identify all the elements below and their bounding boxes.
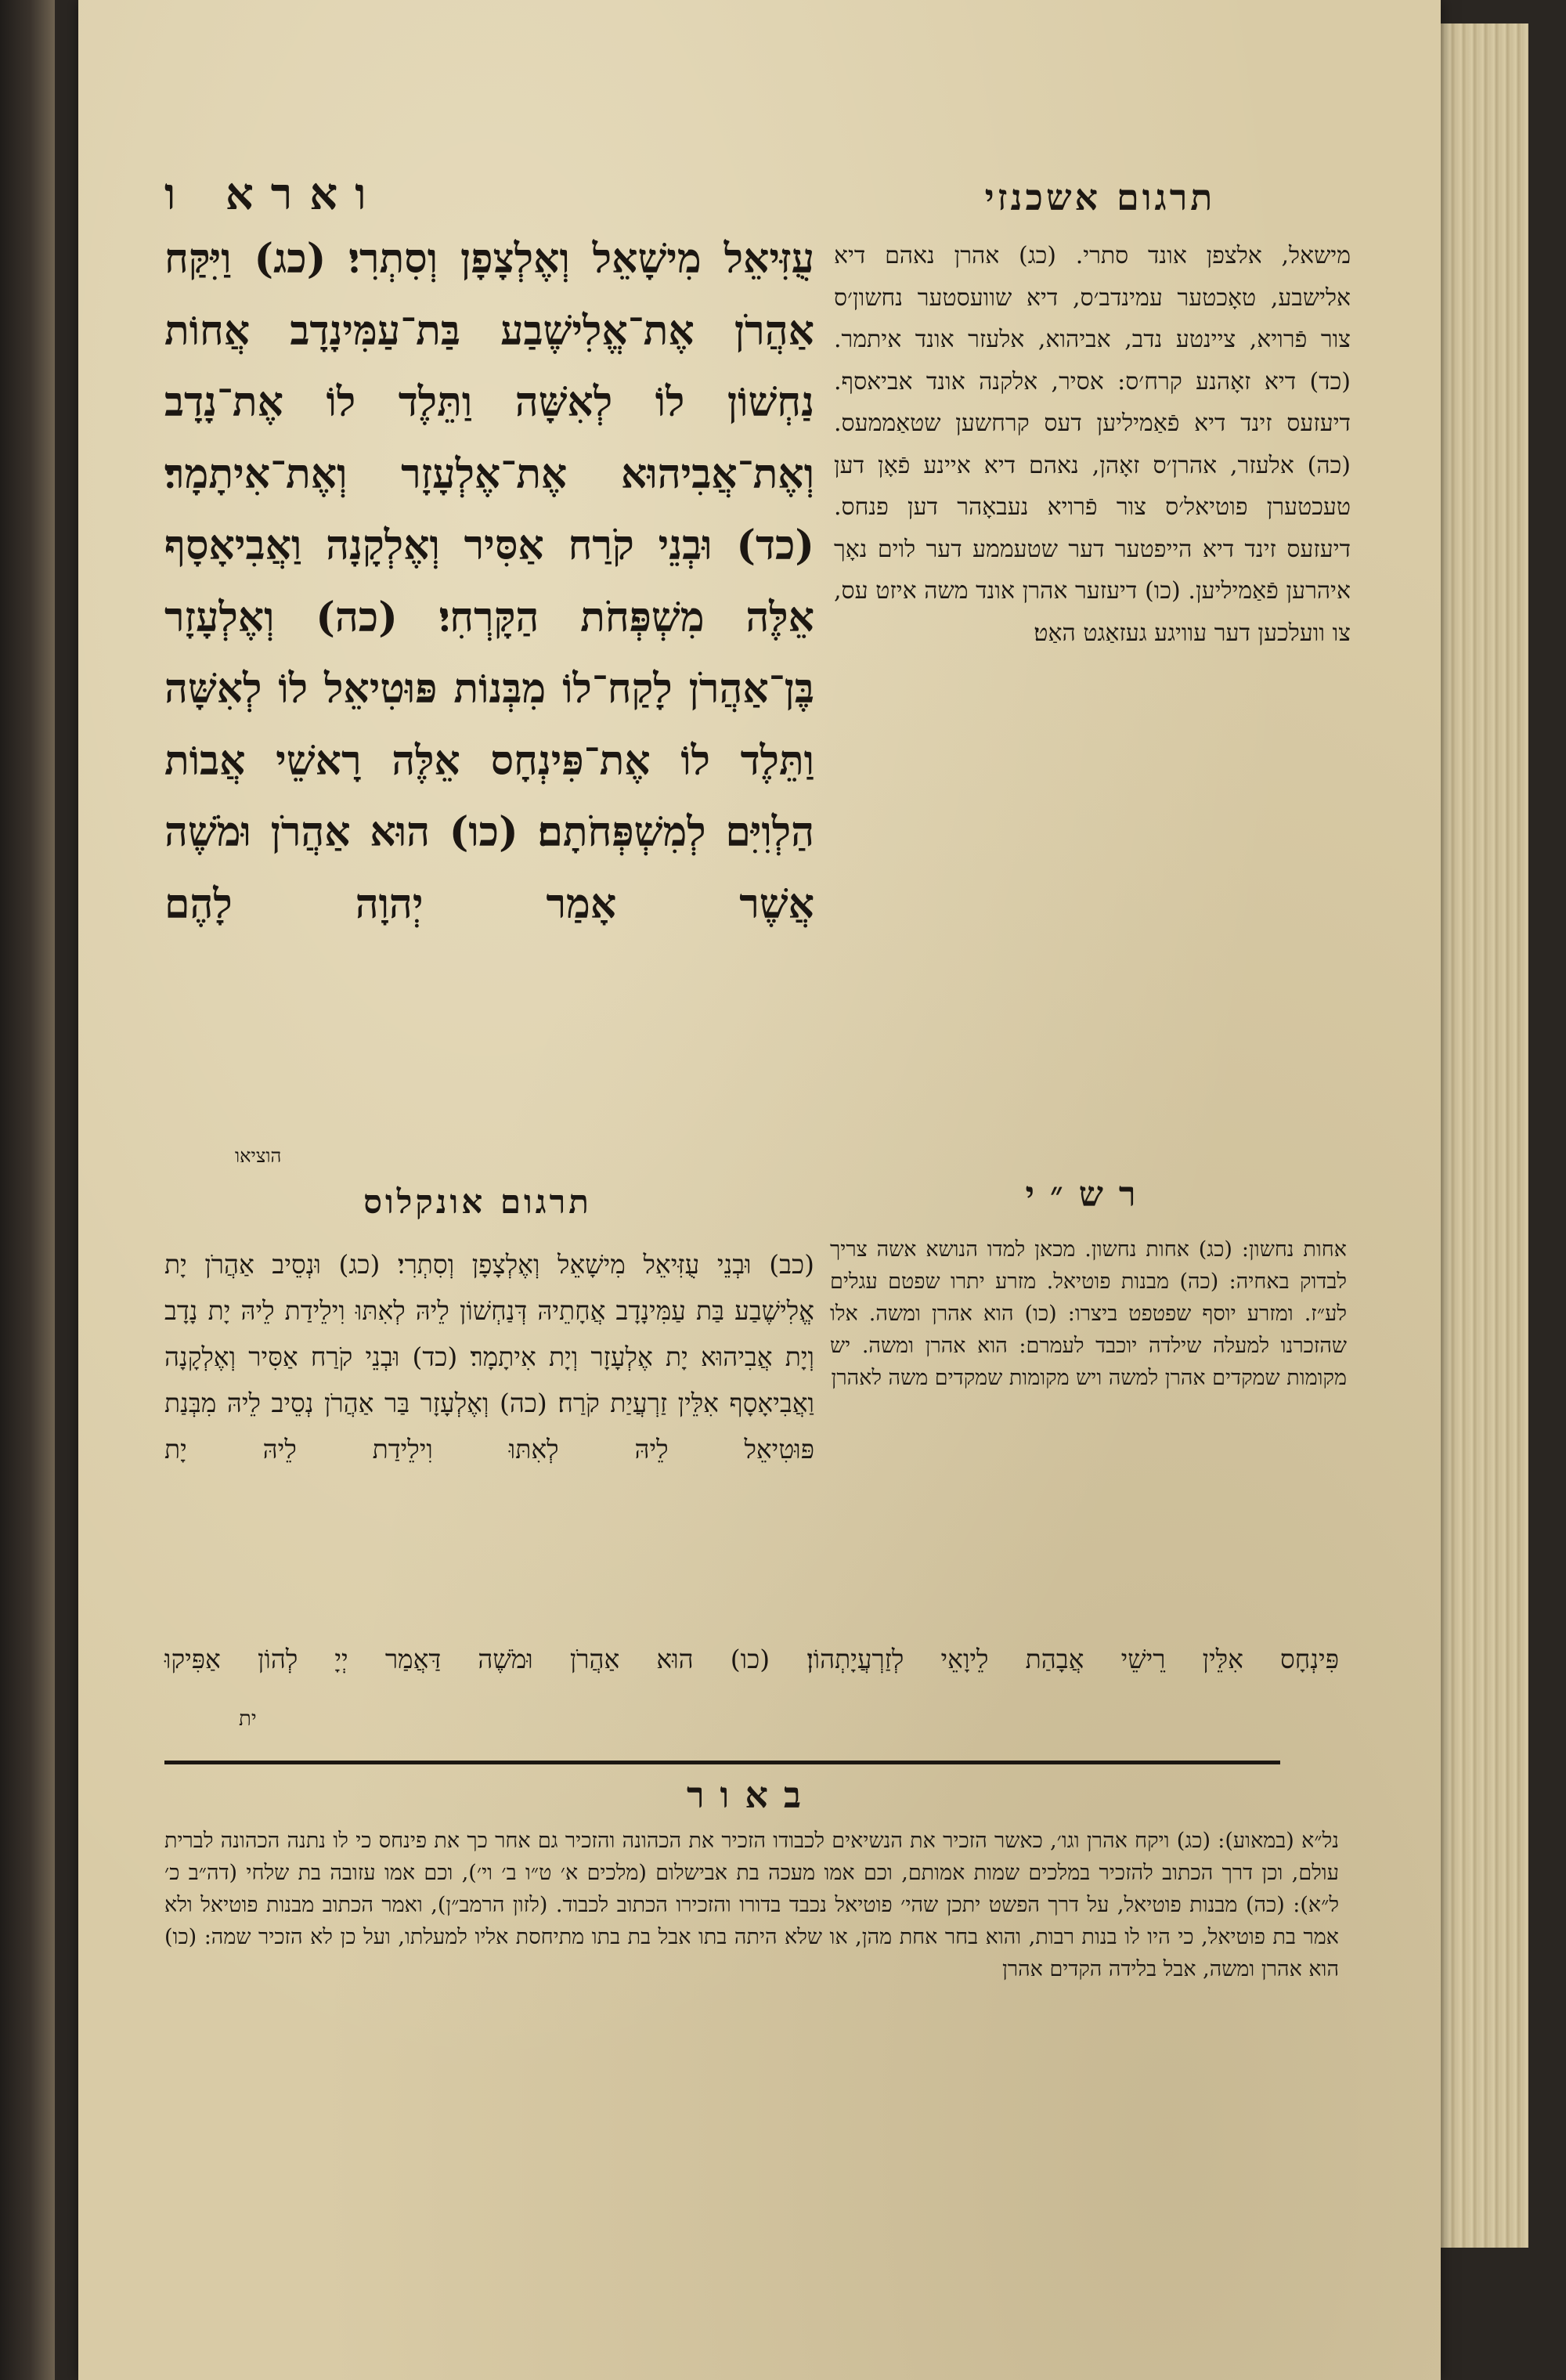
section-divider-rule [164,1761,1280,1764]
rashi-header: רש״י [1025,1175,1152,1215]
hebrew-verses: עֻזִּיאֵל מִישָׁאֵל וְאֶלְצָפָן וְסִתְרִי׃ (כג) וַיִּקַּח אַהֲרֹן אֶת־אֱלִישֶׁבַע בַּת־עַמִּינָדָב אֲחוֹת נַחְשׁוֹן לוֹ לְאִשָּׁה וַתֵּלֶד לוֹ אֶת־נָדָב וְאֶת־אֲבִיהוּא אֶת־אֶלְעָזָר וְאֶת־אִיתָמָר׃ (כד) וּבְנֵי קֹרַח אַסִּיר וְאֶלְקָנָה וַאֲבִיאָסָף אֵלֶּה מִשְׁפְּחֹת הַקָּרְחִי׃ (כה) וְאֶלְעָזָר בֶּן־אַהֲרֹן לָקַח־לוֹ מִבְּנוֹת פּוּטִיאֵל לוֹ לְאִשָּׁה וַתֵּלֶד לוֹ אֶת־פִּינְחָס אֵלֶּה רָאשֵׁי אֲבוֹת הַלְוִיִּם לְמִשְׁפְּחֹתָם׃ (כו) הוּא אַהֲרֹן וּמֹשֶׁה אֲשֶׁר אָמַר יְהוָה לָהֶם [164,235,814,928]
biur-commentary [164,1825,1339,1985]
biur-paragraph: נל״א (במאוע): (כג) ויקח אהרן וגו׳, כאשר הזכיר את הנשיאים לכבודו הזכיר את הכהונה והזכיר גם אחר כך את פינחס כי לו נתנה הכהונה לברית עולם, וכן דרך הכתוב להזכיר במלכים שמות אמותם, וכם אמו מעכה בת אבישלום (מלכים א׳ ט״ו ב׳ וי׳), וכם אמו עזובה בת שלחי (דה״ב כ׳ ל״א): (כה) מבנות פוטיאל, על דרך הפשט יתכן שהי׳ פוטיאל נכבד בדורו והזכירו הכתוב לכבוד. (לזון הרמב״ן), ואמר הכתוב מבנות פוטיאל ולא אמר בת פוטיאל, כי היו לו בנות רבות, והוא בחר אחת מהן, או שלא היתה בתו אבל בת בתו מתיחסת אליו למעלתו, ועל כן לא הזכיר שמה: (כו) הוא אהרן ומשה, אבל בלידה הקדים אהרן [164,1829,1339,1981]
page-edges [1433,23,1528,2248]
onkelos-text [164,1241,814,1472]
onkelos-header: תרגום אונקלוס [363,1183,592,1221]
catchword-onkelos: ית [239,1707,257,1731]
rashi-paragraph: אחות נחשון: (כג) אחות נחשון. מכאן למדו הנושא אשה צריך לבדוק באחיה: (כה) מבנות פוטיאל. מזרע יתרו שפטם עגלים לע״ז. ומזרע יוסף שפטפט ביצרו: (כו) הוא אהרן ומשה. אלו שהזכרנו למעלה שילדה יוכבד לעמרם: הוא אהרן ומשה. יש מקומות שמקדים אהרן למשה ויש מקומות שמקדים משה לאהרן [830,1237,1347,1390]
book-page [78,0,1441,2380]
parasha-title: וארא ו [164,168,384,220]
book-binding-edge [0,0,55,2380]
hebrew-main-text [164,223,814,940]
catchword-hebrew: הוציאו [235,1145,282,1167]
rashi-commentary [830,1233,1347,1394]
onkelos-continuation-line: פִּינְחָס אִלֵּין רֵישֵׁי אֲבָהַת לֵיוָאֵי לְזַרְעֲיָתְהוֹן׃ (כו) הוּא אַהֲרֹן וּמֹשֶׁה דַּאֲמַר יְיָ לְהוֹן אַפִּיקוּ [164,1644,1339,1674]
yiddish-targum-header: תרגום אשכנזי [984,176,1216,218]
biur-header: באור [686,1774,817,1816]
yiddish-targum-paragraph: מישאל, אלצפן אונד סתרי. (כג) אהרן נאהם דיא אלישבע, טאָכטער עמינדב׳ס, דיא שוועסטער נחשון׳ס צור פֿרויא, ציינטע נדב, אביהוא, אלעזר אונד איתמר. (כד) דיא זאָהנע קרח׳ס: אסיר, אלקנה אונד אביאסף. דיעזעס זינד דיא פֿאַמיליען דעס קרחשען שטאַממעס. (כה) אלעזר, אהרן׳ס זאָהן, נאהם דיא איינע פֿאָן דען טעכטערן פוטיאל׳ס צור פֿרויא נעבאָהר דען פנחס. דיעזעס זינד דיא הייפטער דער שטעממע דער לוים נאָך איהרען פֿאַמיליען. (כו) דיעזער אהרן אונד משה איזט עס, צו וועלכען דער עוויגע געזאַגט האַט׃ [834,242,1351,647]
yiddish-targum-text [834,235,1351,654]
onkelos-paragraph: (כב) וּבְנֵי עֻזִּיאֵל מִישָׁאֵל וְאֶלְצָפָן וְסִתְרִי׃ (כג) וּנְסֵיב אַהֲרֹן יָת אֱלִישֶׁבַע בַּת עַמִּינָדָב אֲחָתֵיהּ דְּנַחְשׁוֹן לֵיהּ לְאִתּוּ וִילֵידַת לֵיהּ יָת נָדָב וְיָת אֲבִיהוּא יָת אֶלְעָזָר וְיָת אִיתָמָר׃ (כד) וּבְנֵי קֹרַח אַסִּיר וְאֶלְקָנָה וַאֲבִיאָסָף אִלֵּין זַרְעֲיַת קֹרַח׃ (כה) וְאֶלְעָזָר בַּר אַהֲרֹן נְסֵיב לֵיהּ מִבְּנַת פּוּטִיאֵל לֵיהּ לְאִתּוּ וִילֵידַת לֵיהּ יָת [164,1249,815,1464]
